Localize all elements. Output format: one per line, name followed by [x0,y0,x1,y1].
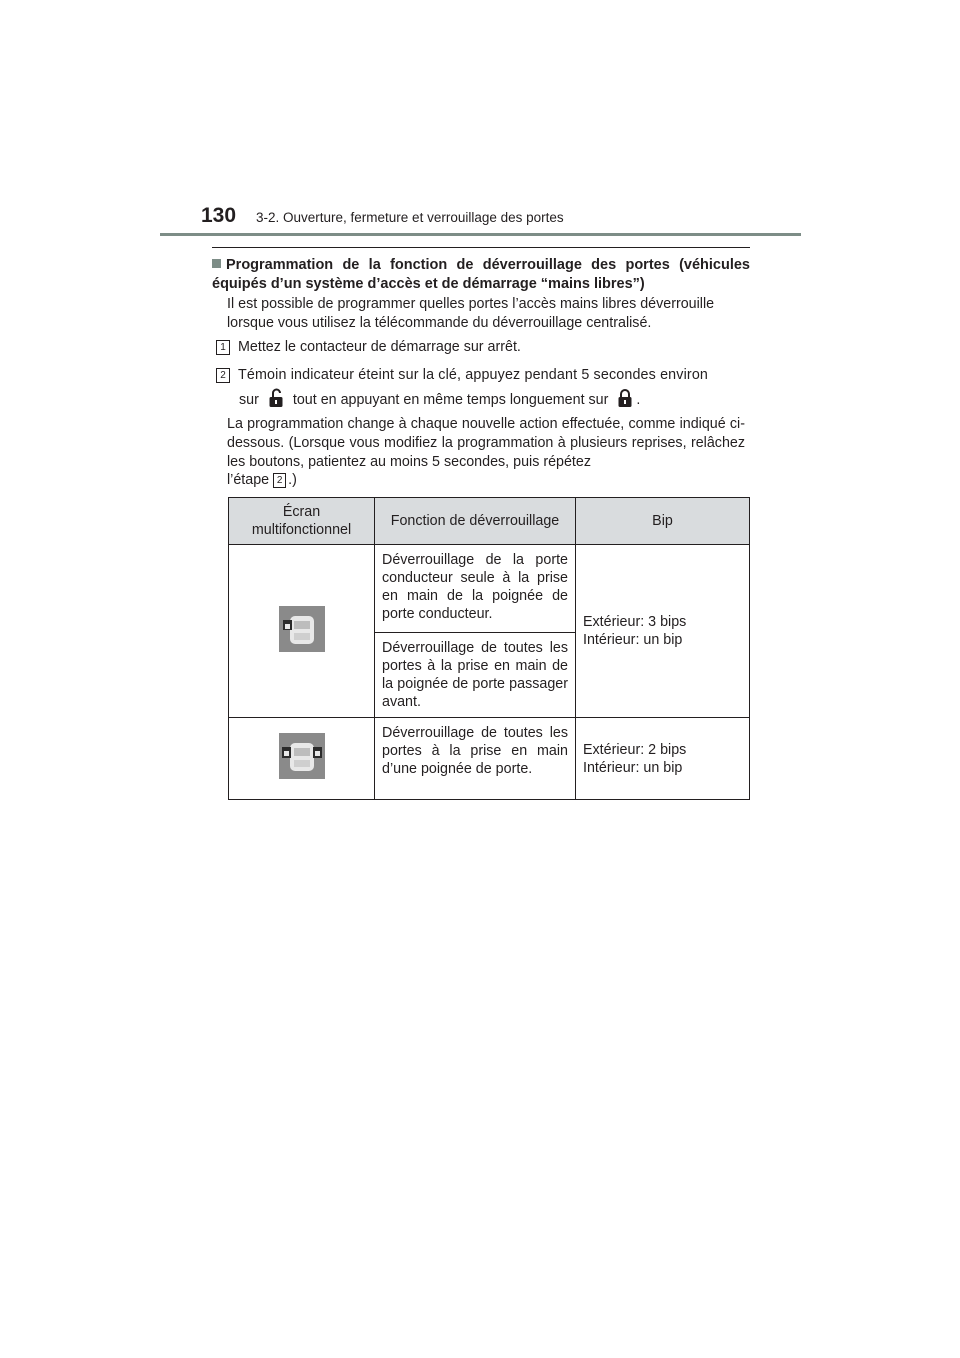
all-doors-screen-icon [279,733,325,779]
step-text: Mettez le contacteur de démarrage sur arrêt. [238,339,521,355]
section-heading [212,256,750,294]
screen-cell [229,718,375,800]
unlock-icon [269,388,283,414]
bip-interior: Intérieur: un bip [583,759,683,776]
table-header-row [229,498,750,545]
bip-exterior: Extérieur: 3 bips [583,614,687,630]
step-2-line-2 [239,388,640,414]
step-text-c: . [636,392,641,408]
screen-cell [229,545,375,718]
note-text: l’étape [227,472,270,488]
section-rule [212,247,750,248]
header-rule [160,233,801,236]
step-2 [216,366,746,385]
bip-exterior: Extérieur: 2 bips [583,741,687,758]
square-bullet-icon [212,259,221,268]
bip-cell [576,545,750,718]
step-number: 1 [216,340,230,355]
note-paragraph: La programmation change à chaque nouvelle action effectuée, comme indiqué ci-dessous. (Lorsque vous modifiez la programmation à plusieurs reprises, relâchez les boutons, patientez au moins 5 secondes, puis répétez [227,416,745,470]
step-number: 2 [216,368,230,383]
driver-door-screen-icon [279,606,325,652]
unlock-function-cell: Déverrouillage de toutes les portes à la prise en main d’une poignée de porte. [375,718,576,800]
table-row [229,718,750,800]
step-1 [216,338,746,357]
page-number: 130 [201,204,237,227]
column-header: Écran multifonctionnel [229,498,375,545]
column-header: Fonction de déverrouillage [375,498,576,545]
lock-icon [618,388,632,414]
unlock-function-cell: Déverrouillage de la porte conducteur seule à la prise en main de la poignée de porte conducteur. [375,545,576,633]
note-text: .) [288,472,297,488]
column-header: Bip [576,498,750,545]
step-text-b: tout en appuyant en même temps longuement sur [292,392,609,408]
bip-interior: Intérieur: un bip [583,632,683,648]
unlock-function-table [228,497,750,800]
unlock-function-cell: Déverrouillage de toutes les portes à la prise en main de la poignée de porte passager avant. [375,633,576,718]
step-reference: 2 [273,473,286,488]
chapter-title: 3-2. Ouverture, fermeture et verrouillage des portes [256,210,564,225]
step-text: Témoin indicateur éteint sur la clé, appuyez pendant 5 secondes environ [238,367,709,383]
note-paragraph-end [227,471,297,490]
section-heading-text: Programmation de la fonction de déverrouillage des portes (véhicules équipés d’un système d’accès et de démarrage “mains libres”) [212,257,750,292]
bip-cell [576,718,750,800]
step-text-a: sur [239,392,259,408]
table-row [229,545,750,633]
intro-paragraph: Il est possible de programmer quelles portes l’accès mains libres déverrouille lorsque vous utilisez la télécommande du déverrouillage centralisé. [227,296,715,331]
